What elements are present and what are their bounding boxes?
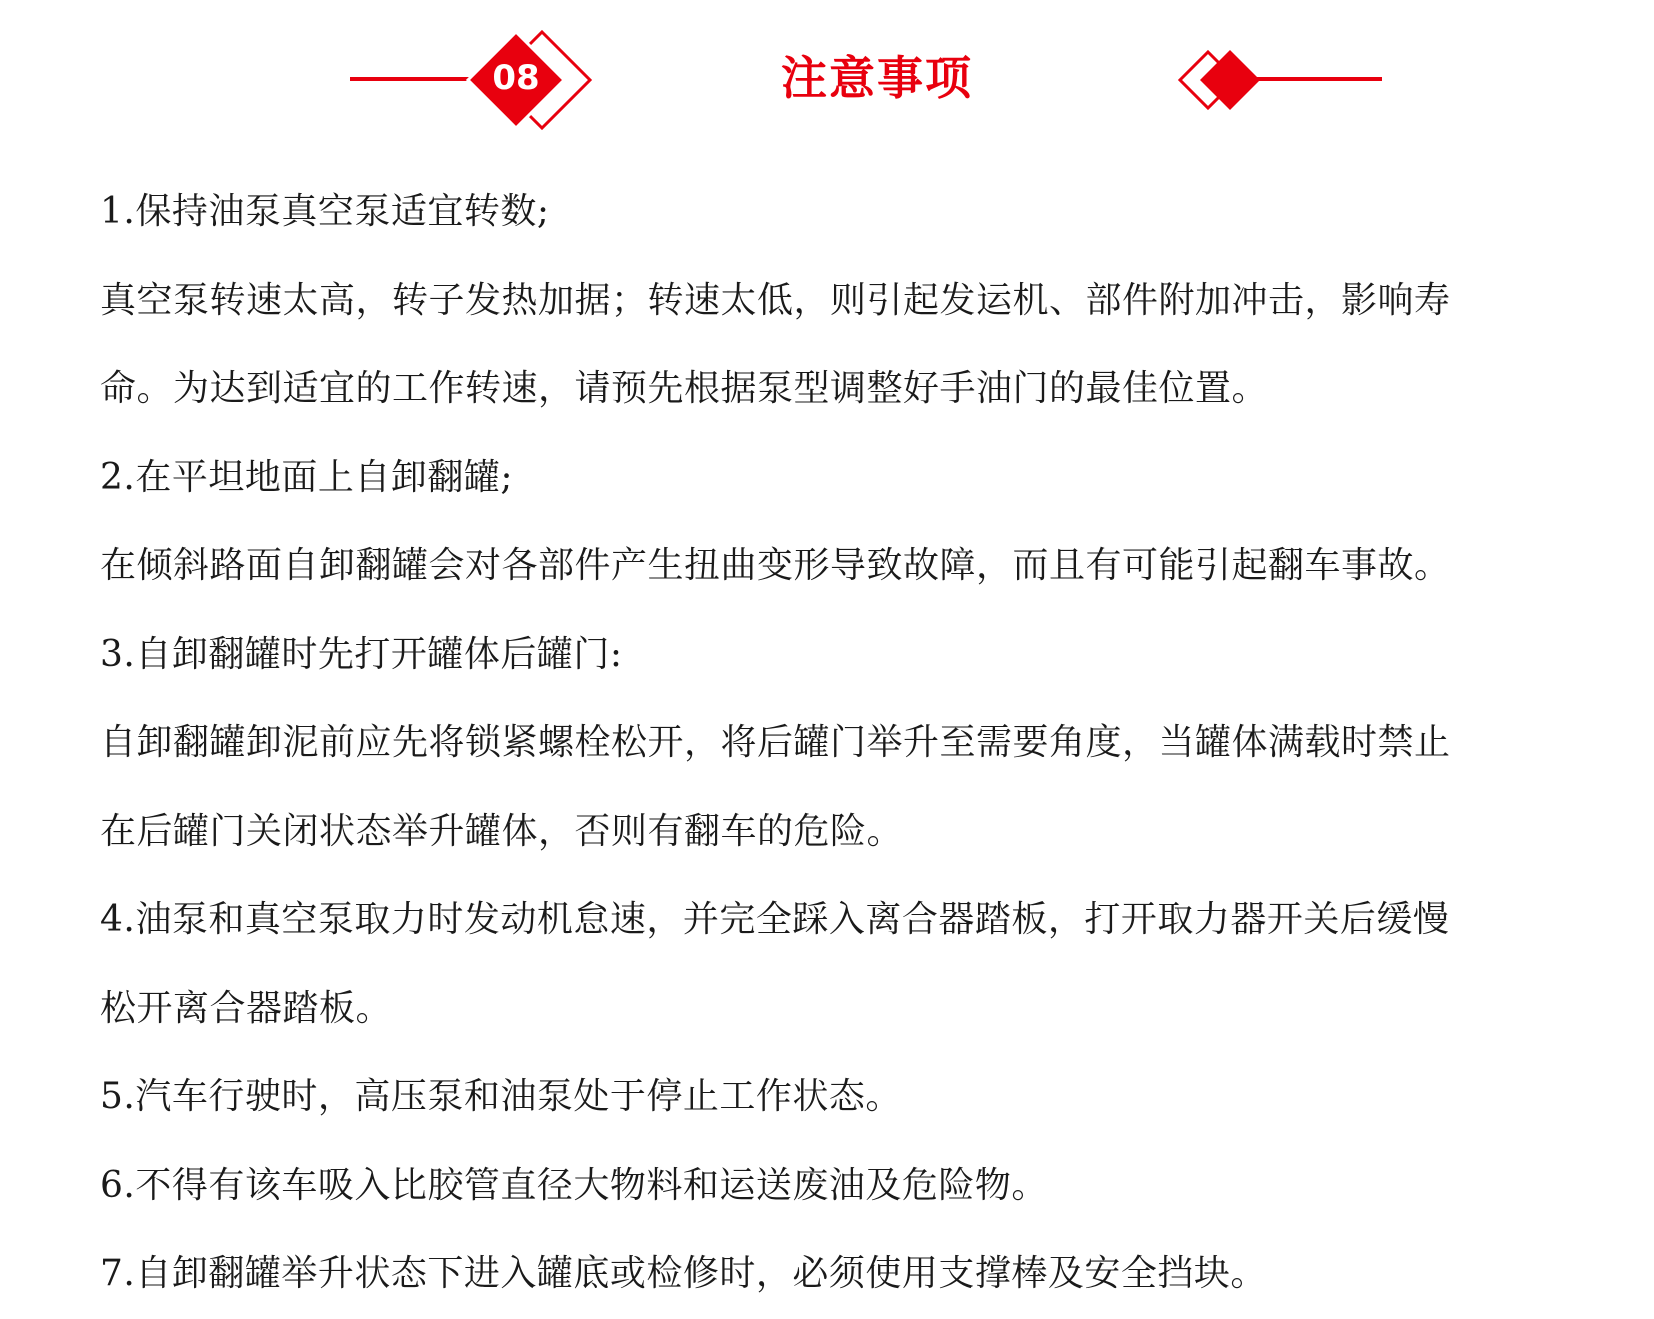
- note-line: 在倾斜路面自卸翻罐会对各部件产生扭曲变形导致故障，而且有可能引起翻车事故。: [100, 545, 1451, 586]
- note-line: 5.汽车行驶时，高压泵和油泵处于停止工作状态。: [100, 1076, 902, 1117]
- note-line: 命。为达到适宜的工作转速，请预先根据泵型调整好手油门的最佳位置。: [100, 368, 1269, 409]
- note-line: 真空泵转速太高，转子发热加据；转速太低，则引起发运机、部件附加冲击，影响寿: [100, 279, 1451, 321]
- notes-body: [100, 168, 1570, 1319]
- note-line: 6.不得有该车吸入比胶管直径大物料和运送废油及危险物。: [100, 1164, 1048, 1206]
- note-line: 3.自卸翻罐时先打开罐体后罐门:: [100, 633, 623, 675]
- page-title: 注意事项: [781, 51, 973, 105]
- note-line: 7.自卸翻罐举升状态下进入罐底或检修时，必须使用支撑棒及安全挡块。: [100, 1253, 1267, 1294]
- section-header: [0, 0, 1654, 140]
- note-line: 2.在平坦地面上自卸翻罐;: [100, 456, 513, 498]
- note-line: 4.油泵和真空泵取力时发动机怠速，并完全踩入离合器踏板，打开取力器开关后缓慢: [100, 899, 1450, 940]
- note-line: 自卸翻罐卸泥前应先将锁紧螺栓松开，将后罐门举升至需要角度，当罐体满载时禁止: [100, 722, 1451, 763]
- note-line: 1.保持油泵真空泵适宜转数;: [100, 191, 550, 232]
- section-number: 08: [492, 58, 540, 98]
- note-line: 在后罐门关闭状态举升罐体，否则有翻车的危险。: [100, 810, 904, 852]
- note-line: 松开离合器踏板。: [100, 987, 393, 1029]
